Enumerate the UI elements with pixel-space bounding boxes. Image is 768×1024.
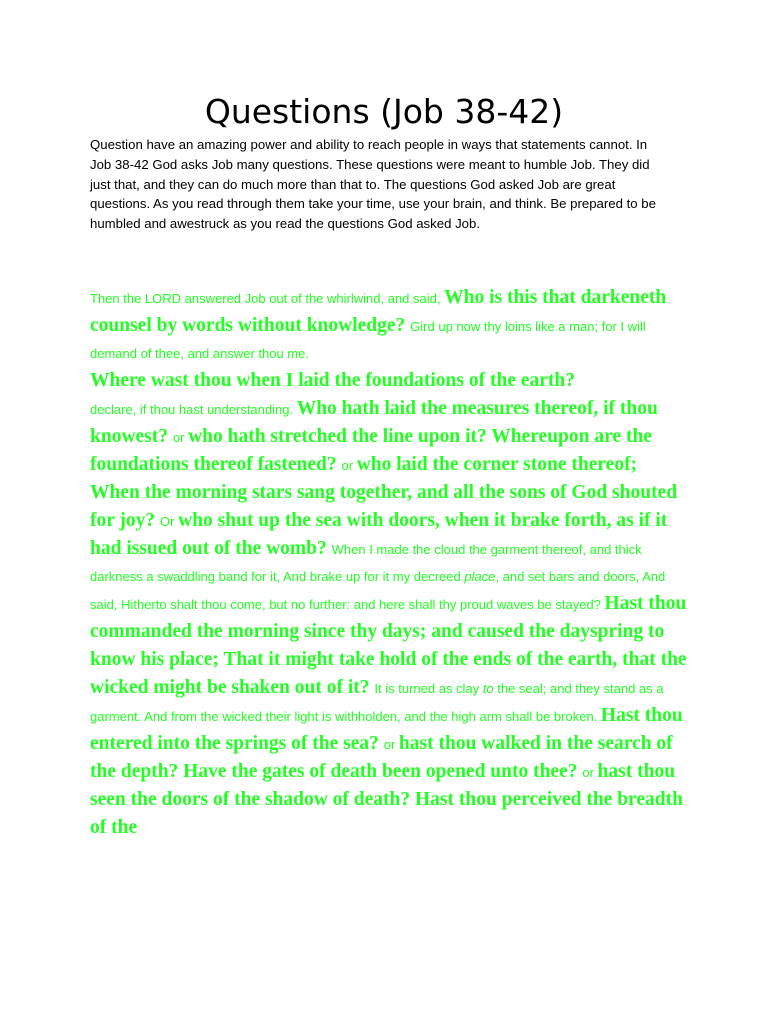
question-text: Who is this that darkeneth counsel by words without knowledge?	[90, 287, 667, 336]
narrative-text: Or	[160, 514, 179, 529]
narrative-text: declare, if thou hast understanding.	[90, 402, 297, 417]
narrative-text: Then the LORD answered Job out of the whirlwind, and said,	[90, 291, 445, 306]
question-text: who laid the corner stone thereof; When the morning stars sang together, and all the sons of God shouted for joy?	[90, 454, 678, 531]
narrative-text: the seal; and they stand as a garment. And from the wicked their light is withholden, and the high arm shall be broken.	[90, 681, 664, 724]
question-text: who shut up the sea with doors, when it brake forth, as if it had issued out of the womb?	[90, 510, 668, 559]
narrative-text: or	[341, 458, 357, 473]
question-text: who hath stretched the line upon it? Whereupon are the foundations thereof fastened?	[90, 426, 652, 475]
question-text: Hast thou entered into the springs of the sea?	[90, 705, 683, 754]
italic-text: to	[482, 681, 494, 696]
question-text: Where wast thou when I laid the foundations of the earth?	[90, 370, 576, 391]
intro-paragraph: Question have an amazing power and ability to reach people in ways that statements cannot. In Job 38-42 God asks Job many questions. These questions were meant to humble Job. They did just that, and they can do much more than that to. The questions God asked Job are great questions. As you read through them take your time, use your brain, and think. Be prepared to be humbled and awestruck as you read the questions God asked Job.	[90, 137, 656, 232]
question-text: hast thou seen the doors of the shadow of death? Hast thou perceived the breadth of the	[90, 761, 683, 838]
italic-text: place	[464, 569, 496, 584]
narrative-text: or	[582, 765, 598, 780]
narrative-text: When I made the cloud the garment thereof, and thick darkness a swaddling band for it, And brake up for it my decreed	[90, 542, 642, 584]
narrative-text: or	[383, 737, 399, 752]
narrative-text: Gird up now thy loins like a man; for I will demand of thee, and answer thou me.	[90, 319, 646, 361]
narrative-text: or	[172, 430, 189, 445]
scripture-passage	[90, 284, 690, 842]
question-text: Who hath laid the measures thereof, if thou knowest?	[90, 398, 658, 447]
question-text: Hast thou commanded the morning since thy days; and caused the dayspring to know his place; That it might take hold of the ends of the earth, that the wicked might be shaken out of it?	[90, 593, 687, 698]
narrative-text: , and set bars and doors, And said, Hitherto shalt thou come, but no further: and here shall thy proud waves be stayed?	[90, 569, 666, 612]
page-title: Questions (Job 38-42)	[204, 92, 564, 131]
question-text: hast thou walked in the search of the depth? Have the gates of death been opened unto thee?	[90, 733, 673, 782]
narrative-text: It is turned as clay	[374, 681, 483, 696]
